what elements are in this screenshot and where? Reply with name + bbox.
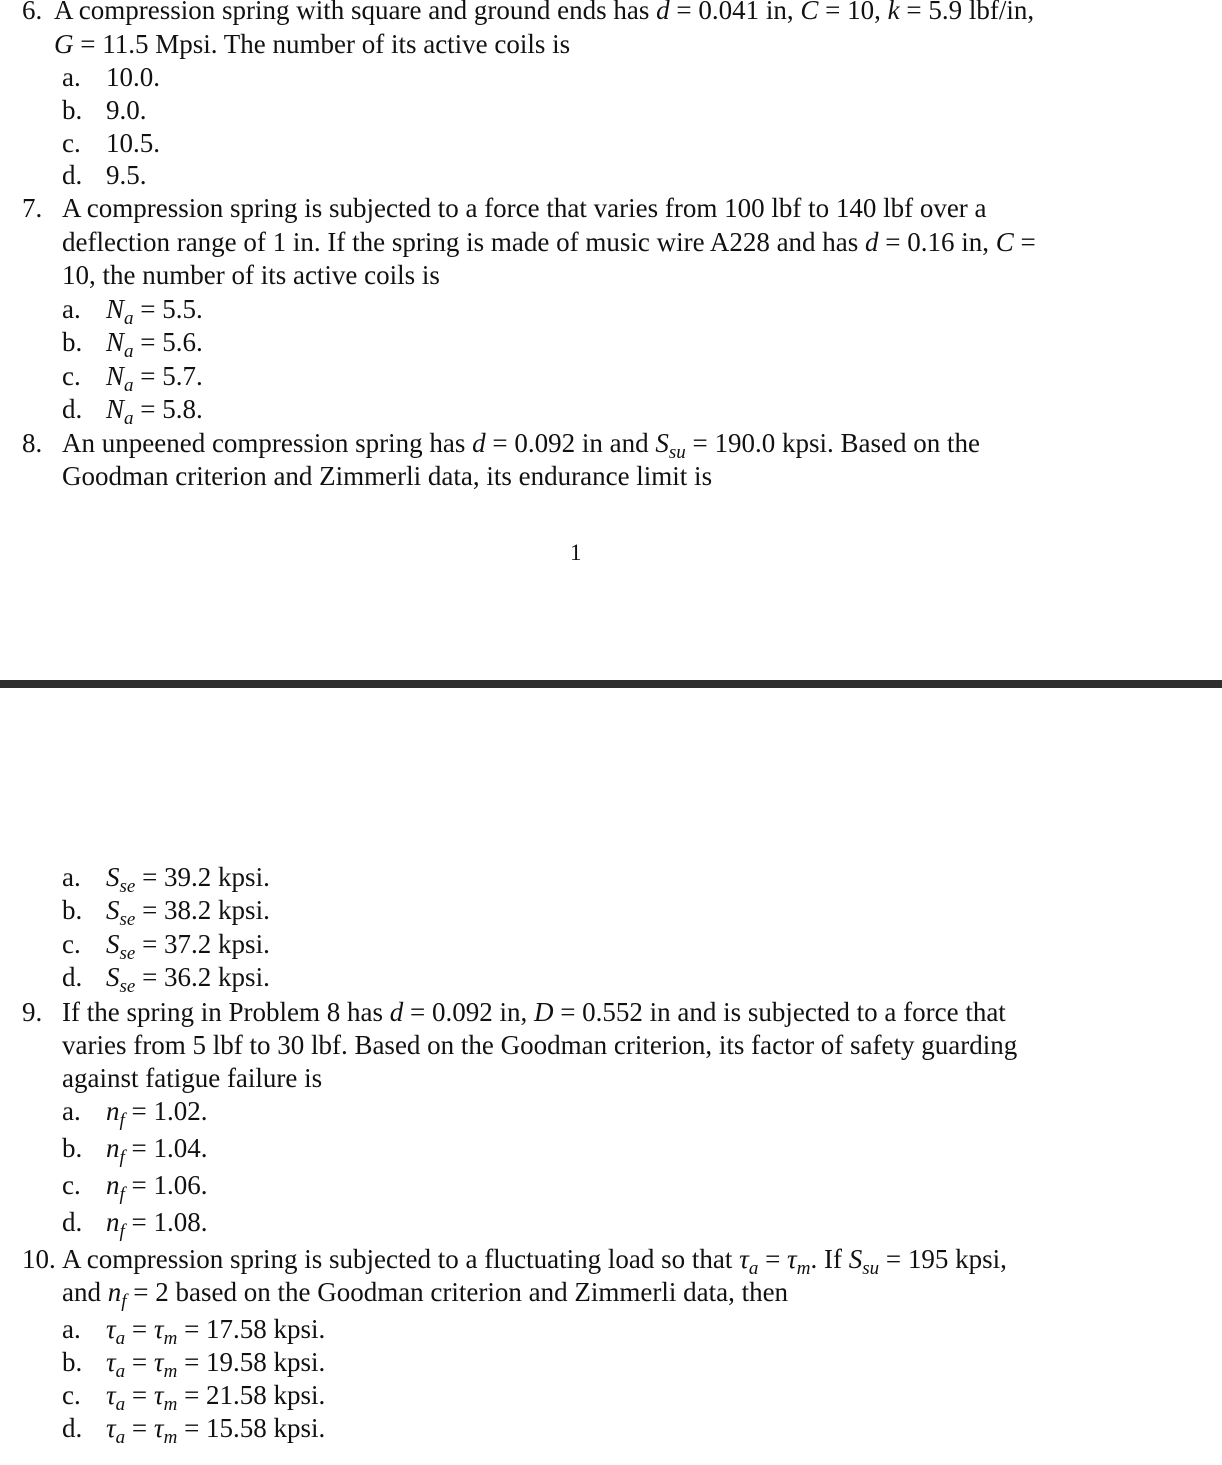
- option-a-text: 10.0.: [106, 62, 160, 92]
- question-text-line: against fatigue failure is: [62, 1063, 323, 1093]
- option-b-text: $S_{se} = 38.2$ kpsi.: [106, 895, 270, 930]
- question-text-line: A compression spring is subjected to a force that varies from 100 lbf to 140 lbf over a: [62, 193, 987, 223]
- question-text-line: varies from 5 lbf to 30 lbf. Based on the Goodman criterion, its factor of safety guarding: [62, 1030, 1018, 1060]
- question-text-line: Goodman criterion and Zimmerli data, its endurance limit is: [62, 461, 713, 491]
- option-d-text: $S_{se} = 36.2$ kpsi.: [106, 962, 270, 997]
- option-letter: a.: [62, 1096, 81, 1126]
- option-letter: b.: [62, 95, 83, 125]
- page-1: [0, 0, 1222, 680]
- option-letter: d.: [62, 394, 83, 424]
- option-d-text: $N_a = 5.8$.: [106, 394, 203, 429]
- option-d-text: $n_f = 1.08$.: [106, 1207, 208, 1242]
- option-a-text: $S_{se} = 39.2$ kpsi.: [106, 862, 270, 897]
- option-letter: d.: [62, 1413, 83, 1443]
- question-text-line: 10, the number of its active coils is: [62, 260, 440, 290]
- question-number: 10.: [22, 1244, 56, 1274]
- question-text-line: A compression spring is subjected to a fluctuating load so that $\tau_a = \tau_m$. If $S_{su} = 195$ kpsi,: [62, 1244, 1007, 1279]
- question-number: 8.: [22, 428, 43, 458]
- question-text-line: G = 11.5 Mpsi. The number of its active coils is: [54, 29, 571, 59]
- option-b-text: $n_f = 1.04$.: [106, 1133, 208, 1168]
- option-letter: b.: [62, 327, 83, 357]
- option-d-text: $\tau_a = \tau_m = 15.58$ kpsi.: [106, 1413, 326, 1448]
- option-letter: c.: [62, 128, 81, 158]
- option-letter: c.: [62, 1170, 81, 1200]
- option-letter: c.: [62, 1380, 81, 1410]
- page-number: 1: [570, 540, 582, 565]
- question-text-line: deflection range of 1 in. If the spring is made of music wire A228 and has d = 0.16 in, C =: [62, 227, 1036, 257]
- question-text-line: If the spring in Problem 8 has d = 0.092 in, D = 0.552 in and is subjected to a force that: [62, 997, 1006, 1027]
- option-b-text: 9.0.: [106, 95, 147, 125]
- option-c-text: $N_a = 5.7$.: [106, 361, 203, 396]
- option-letter: a.: [62, 862, 81, 892]
- question-text-line: A compression spring with square and ground ends has d = 0.041 in, C = 10, k = 5.9 lbf/in,: [54, 0, 1035, 25]
- option-letter: c.: [62, 361, 81, 391]
- option-b-text: $\tau_a = \tau_m = 19.58$ kpsi.: [106, 1347, 326, 1382]
- option-letter: d.: [62, 1207, 83, 1237]
- option-c-text: 10.5.: [106, 128, 160, 158]
- option-letter: b.: [62, 1347, 83, 1377]
- option-a-text: $n_f = 1.02$.: [106, 1096, 208, 1131]
- page-separator: [0, 680, 1222, 688]
- page-2: [0, 690, 1222, 1465]
- question-text-line: and $n_f = 2$ based on the Goodman criterion and Zimmerli data, then: [62, 1277, 789, 1312]
- option-letter: a.: [62, 294, 81, 324]
- question-number: 6.: [22, 0, 43, 25]
- question-text-line: An unpeened compression spring has d = 0.092 in and $S_{su} = 190.0$ kpsi. Based on the: [62, 428, 981, 463]
- option-letter: d.: [62, 962, 83, 992]
- option-letter: b.: [62, 1133, 83, 1163]
- option-b-text: $N_a = 5.6$.: [106, 327, 203, 362]
- option-d-text: 9.5.: [106, 160, 147, 190]
- option-letter: b.: [62, 895, 83, 925]
- option-letter: d.: [62, 160, 83, 190]
- option-letter: c.: [62, 929, 81, 959]
- option-a-text: $\tau_a = \tau_m = 17.58$ kpsi.: [106, 1314, 326, 1349]
- option-a-text: $N_a = 5.5$.: [106, 294, 203, 329]
- question-number: 9.: [22, 997, 43, 1027]
- option-c-text: $n_f = 1.06$.: [106, 1170, 208, 1205]
- option-letter: a.: [62, 62, 81, 92]
- option-c-text: $\tau_a = \tau_m = 21.58$ kpsi.: [106, 1380, 326, 1415]
- option-letter: a.: [62, 1314, 81, 1344]
- option-c-text: $S_{se} = 37.2$ kpsi.: [106, 929, 270, 964]
- question-number: 7.: [22, 193, 43, 223]
